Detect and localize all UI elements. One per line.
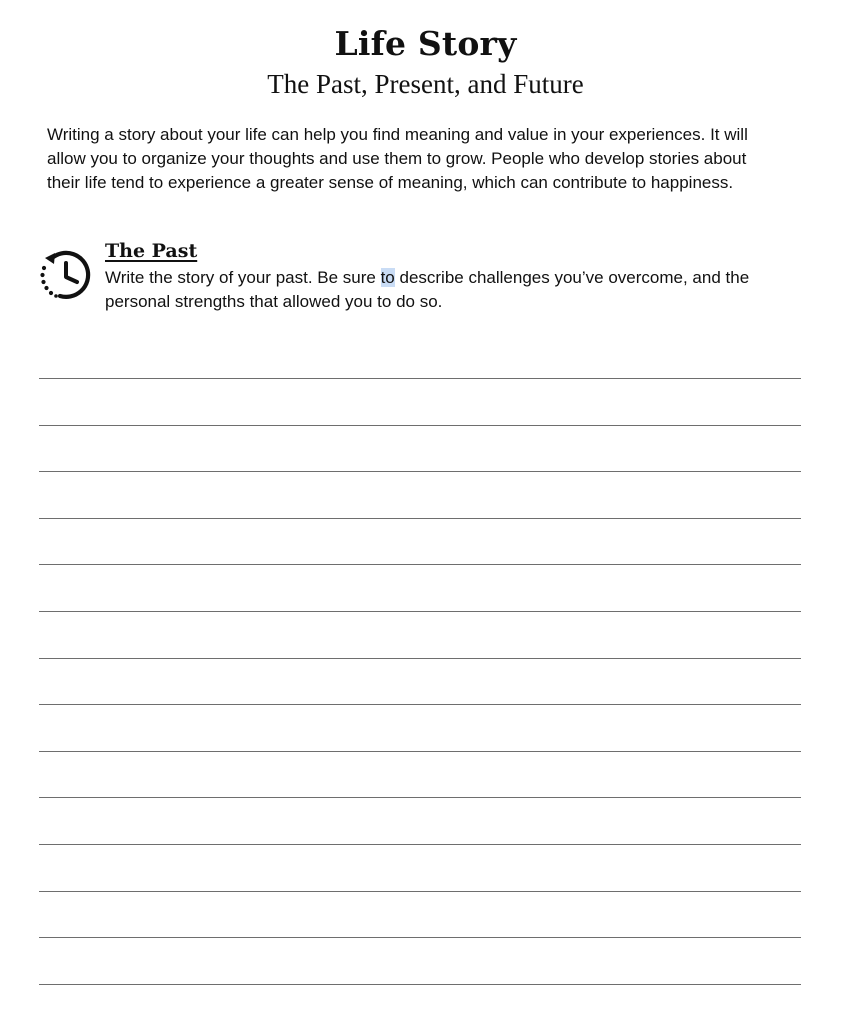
writing-line[interactable]	[39, 378, 801, 425]
intro-line: allow you to organize your thoughts and use them to grow. People who develop stories about	[47, 149, 747, 168]
description-text: describe challenges you’ve overcome, and the	[394, 268, 750, 287]
section-title-the-past: The Past	[105, 240, 198, 262]
section-description-line: personal strengths that allowed you to do so.	[105, 292, 443, 311]
writing-area[interactable]	[39, 378, 801, 985]
writing-line[interactable]	[39, 797, 801, 844]
writing-line[interactable]	[39, 984, 801, 985]
section-description	[105, 266, 805, 314]
writing-line[interactable]	[39, 518, 801, 565]
page-title: Life Story	[334, 24, 517, 63]
writing-line[interactable]	[39, 425, 801, 472]
writing-line[interactable]	[39, 658, 801, 705]
clock-history-icon	[36, 244, 96, 304]
writing-line[interactable]	[39, 704, 801, 751]
writing-line[interactable]	[39, 751, 801, 798]
writing-line[interactable]	[39, 564, 801, 611]
section-description-line	[105, 266, 805, 290]
selected-text[interactable]: to	[380, 268, 395, 287]
writing-line[interactable]	[39, 844, 801, 891]
writing-line[interactable]	[39, 611, 801, 658]
description-text: Write the story of your past. Be sure	[105, 268, 381, 287]
intro-paragraph	[47, 123, 787, 195]
writing-line[interactable]	[39, 891, 801, 938]
intro-line: Writing a story about your life can help you find meaning and value in your experiences. It will	[47, 125, 748, 144]
writing-line[interactable]	[39, 937, 801, 984]
page-subtitle: The Past, Present, and Future	[267, 69, 584, 99]
writing-line[interactable]	[39, 471, 801, 518]
intro-line: their life tend to experience a greater sense of meaning, which can contribute to happiness.	[47, 173, 734, 192]
